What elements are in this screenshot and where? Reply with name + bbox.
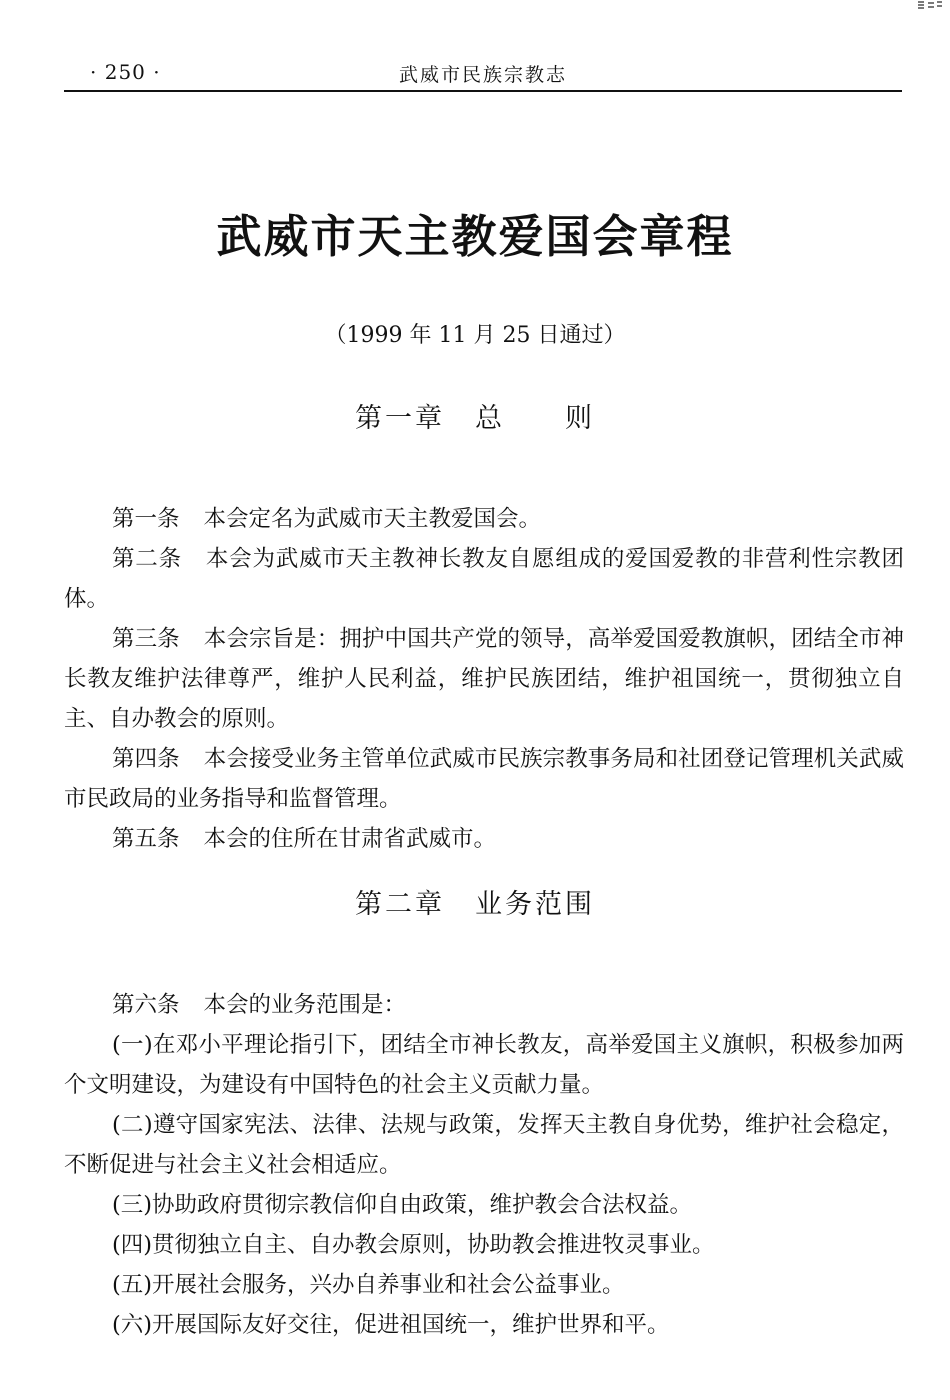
article-text: 本会接受业务主管单位武威市民族宗教事务局和社团登记管理机关武威市民政局的业务指导和监督管理。 [64, 745, 904, 812]
page-number: · 250 · [90, 60, 161, 84]
article-text: 本会宗旨是：拥护中国共产党的领导，高举爱国爱教旗帜，团结全市神长教友维护法律尊严，维护人民利益，维护民族团结，维护祖国统一，贯彻独立自主、自办教会的原则。 [64, 625, 904, 732]
article-label: 第四条 [112, 745, 180, 772]
article [64, 739, 904, 819]
article-label: 第一条 [112, 505, 180, 532]
scan-corner-mark [914, 0, 944, 14]
list-item: (五)开展社会服务，兴办自养事业和社会公益事业。 [112, 1271, 625, 1298]
page-header [64, 54, 902, 92]
article-text: 本会的业务范围是： [203, 991, 407, 1018]
list-item: (六)开展国际友好交往，促进祖国统一，维护世界和平。 [112, 1311, 670, 1338]
document-subtitle: （1999 年 11 月 25 日通过） [324, 323, 626, 348]
running-title: 武威市民族宗教志 [398, 64, 567, 86]
document-title: 武威市天主教爱国会章程 [216, 210, 734, 263]
list-item: (二)遵守国家宪法、法律、法规与政策，发挥天主教自身优势，维护社会稳定，不断促进与社会主义社会相适应。 [64, 1111, 904, 1178]
list-item: (四)贯彻独立自主、自办教会原则，协助教会推进牧灵事业。 [112, 1231, 715, 1258]
article-label: 第三条 [112, 625, 180, 652]
article [64, 619, 904, 739]
article [64, 819, 904, 859]
chapter-heading: 第一章 总 则 [355, 403, 595, 434]
article-label: 第二条 [112, 545, 182, 572]
article [64, 539, 904, 619]
article-label: 第六条 [112, 991, 180, 1018]
list-item: (一)在邓小平理论指引下，团结全市神长教友，高举爱国主义旗帜，积极参加两个文明建设，为建设有中国特色的社会主义贡献力量。 [64, 1031, 904, 1098]
chapter-heading: 第二章 业务范围 [355, 889, 595, 920]
article [64, 499, 904, 539]
article-label: 第五条 [112, 825, 180, 852]
article-text: 本会为武威市天主教神长教友自愿组成的爱国爱教的非营利性宗教团体。 [64, 545, 904, 612]
list-item: (三)协助政府贯彻宗教信仰自由政策，维护教会合法权益。 [112, 1191, 693, 1218]
article [64, 985, 904, 1025]
article-text: 本会定名为武威市天主教爱国会。 [203, 505, 542, 532]
article-text: 本会的住所在甘肃省武威市。 [203, 825, 497, 852]
